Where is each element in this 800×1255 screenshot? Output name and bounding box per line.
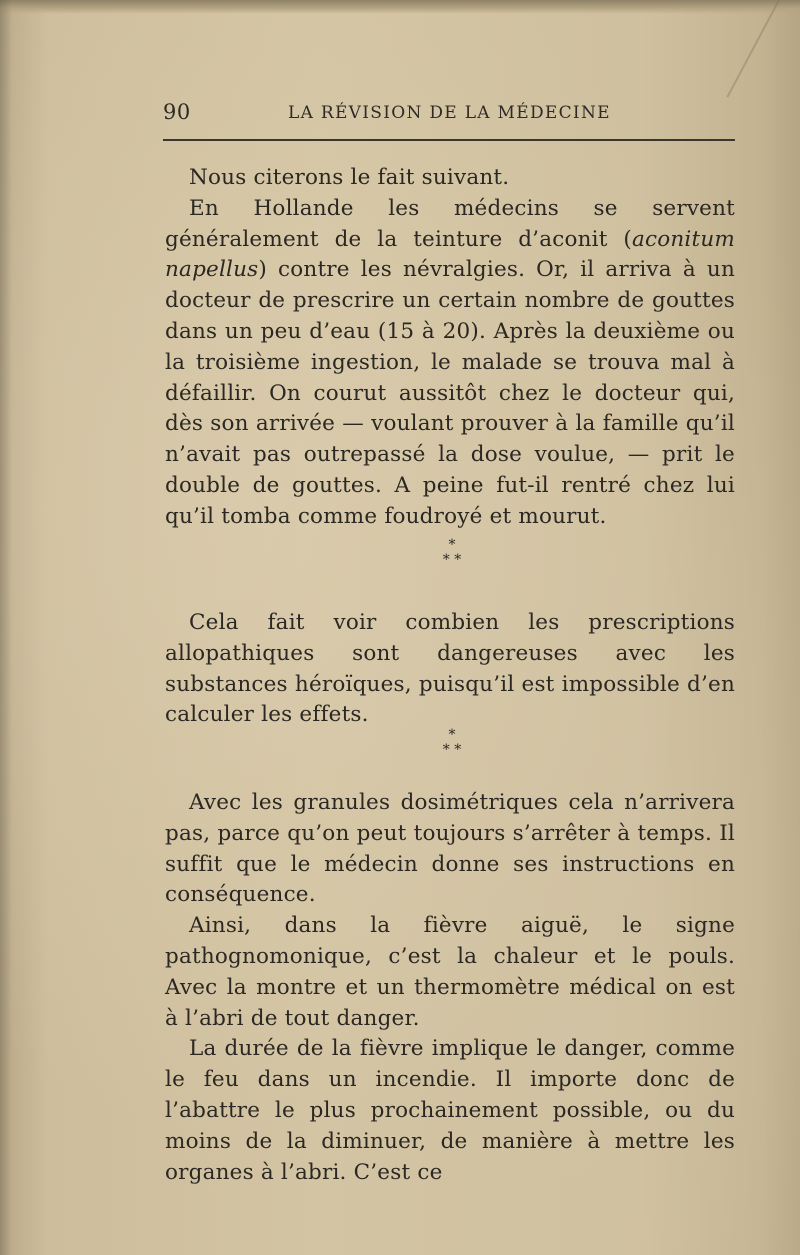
paragraph: Ainsi, dans la fièvre aiguë, le signe pathognomonique, c’est la chaleur et le pouls. Avec la montre et un thermomètre médical on est à l’abri de tout danger. bbox=[165, 913, 735, 1031]
asterism-bottom: * * bbox=[442, 552, 462, 568]
italic-latin-name: aconitum napellus bbox=[165, 226, 735, 283]
section-dosimetric-granules bbox=[165, 788, 735, 1188]
asterism-separator bbox=[420, 728, 484, 758]
text-span: En Hollande les médecins se servent généralement de la teinture d’aconit ( bbox=[165, 195, 735, 252]
paragraph: La durée de la fièvre implique le danger, comme le feu dans un incendie. Il importe donc de l’abattre le plus prochainement possible, ou du moins de la diminuer, de manière à mettre les organes à l’abri. C’est ce bbox=[165, 1036, 735, 1185]
page-top-edge bbox=[0, 0, 800, 14]
running-head: LA RÉVISION DE LA MÉDECINE bbox=[288, 103, 611, 123]
page-number: 90 bbox=[163, 100, 191, 124]
page-binding-shadow bbox=[0, 0, 12, 1255]
page-header bbox=[163, 100, 735, 130]
section-aconit-case bbox=[165, 163, 735, 533]
page-corner-fold bbox=[726, 0, 779, 98]
asterism-top: * bbox=[448, 727, 456, 743]
paragraph: Cela fait voir combien les prescriptions allopathiques sont dangereuses avec les substances héroïques, puisqu’il est impossible d’en calculer les effets. bbox=[165, 610, 735, 728]
header-rule bbox=[163, 139, 735, 141]
paragraph bbox=[165, 194, 735, 533]
asterism-bottom: * * bbox=[442, 742, 462, 758]
asterism-separator bbox=[420, 538, 484, 568]
section-allopathic-danger bbox=[165, 608, 735, 731]
text-span: ) contre les névralgies. Or, il arriva à un docteur de prescrire un certain nombre de gouttes dans un peu d’eau (15 à 20). Après la deuxième ou la troisième ingestion, le malade se trouva mal à défaillir. On courut aussitôt chez le docteur qui, dès son arrivée — voulant prouver à la famille qu’il n’avait pas outrepassé la dose voulue, — prit le double de gouttes. A peine fut-il rentré chez lui qu’il tomba comme foudroyé et mourut. bbox=[165, 257, 735, 529]
asterism-top: * bbox=[448, 537, 456, 553]
paragraph: Nous citerons le fait suivant. bbox=[189, 165, 510, 190]
paragraph: Avec les granules dosimétriques cela n’arrivera pas, parce qu’on peut toujours s’arrêter à temps. Il suffit que le médecin donne ses instructions en conséquence. bbox=[165, 790, 735, 908]
